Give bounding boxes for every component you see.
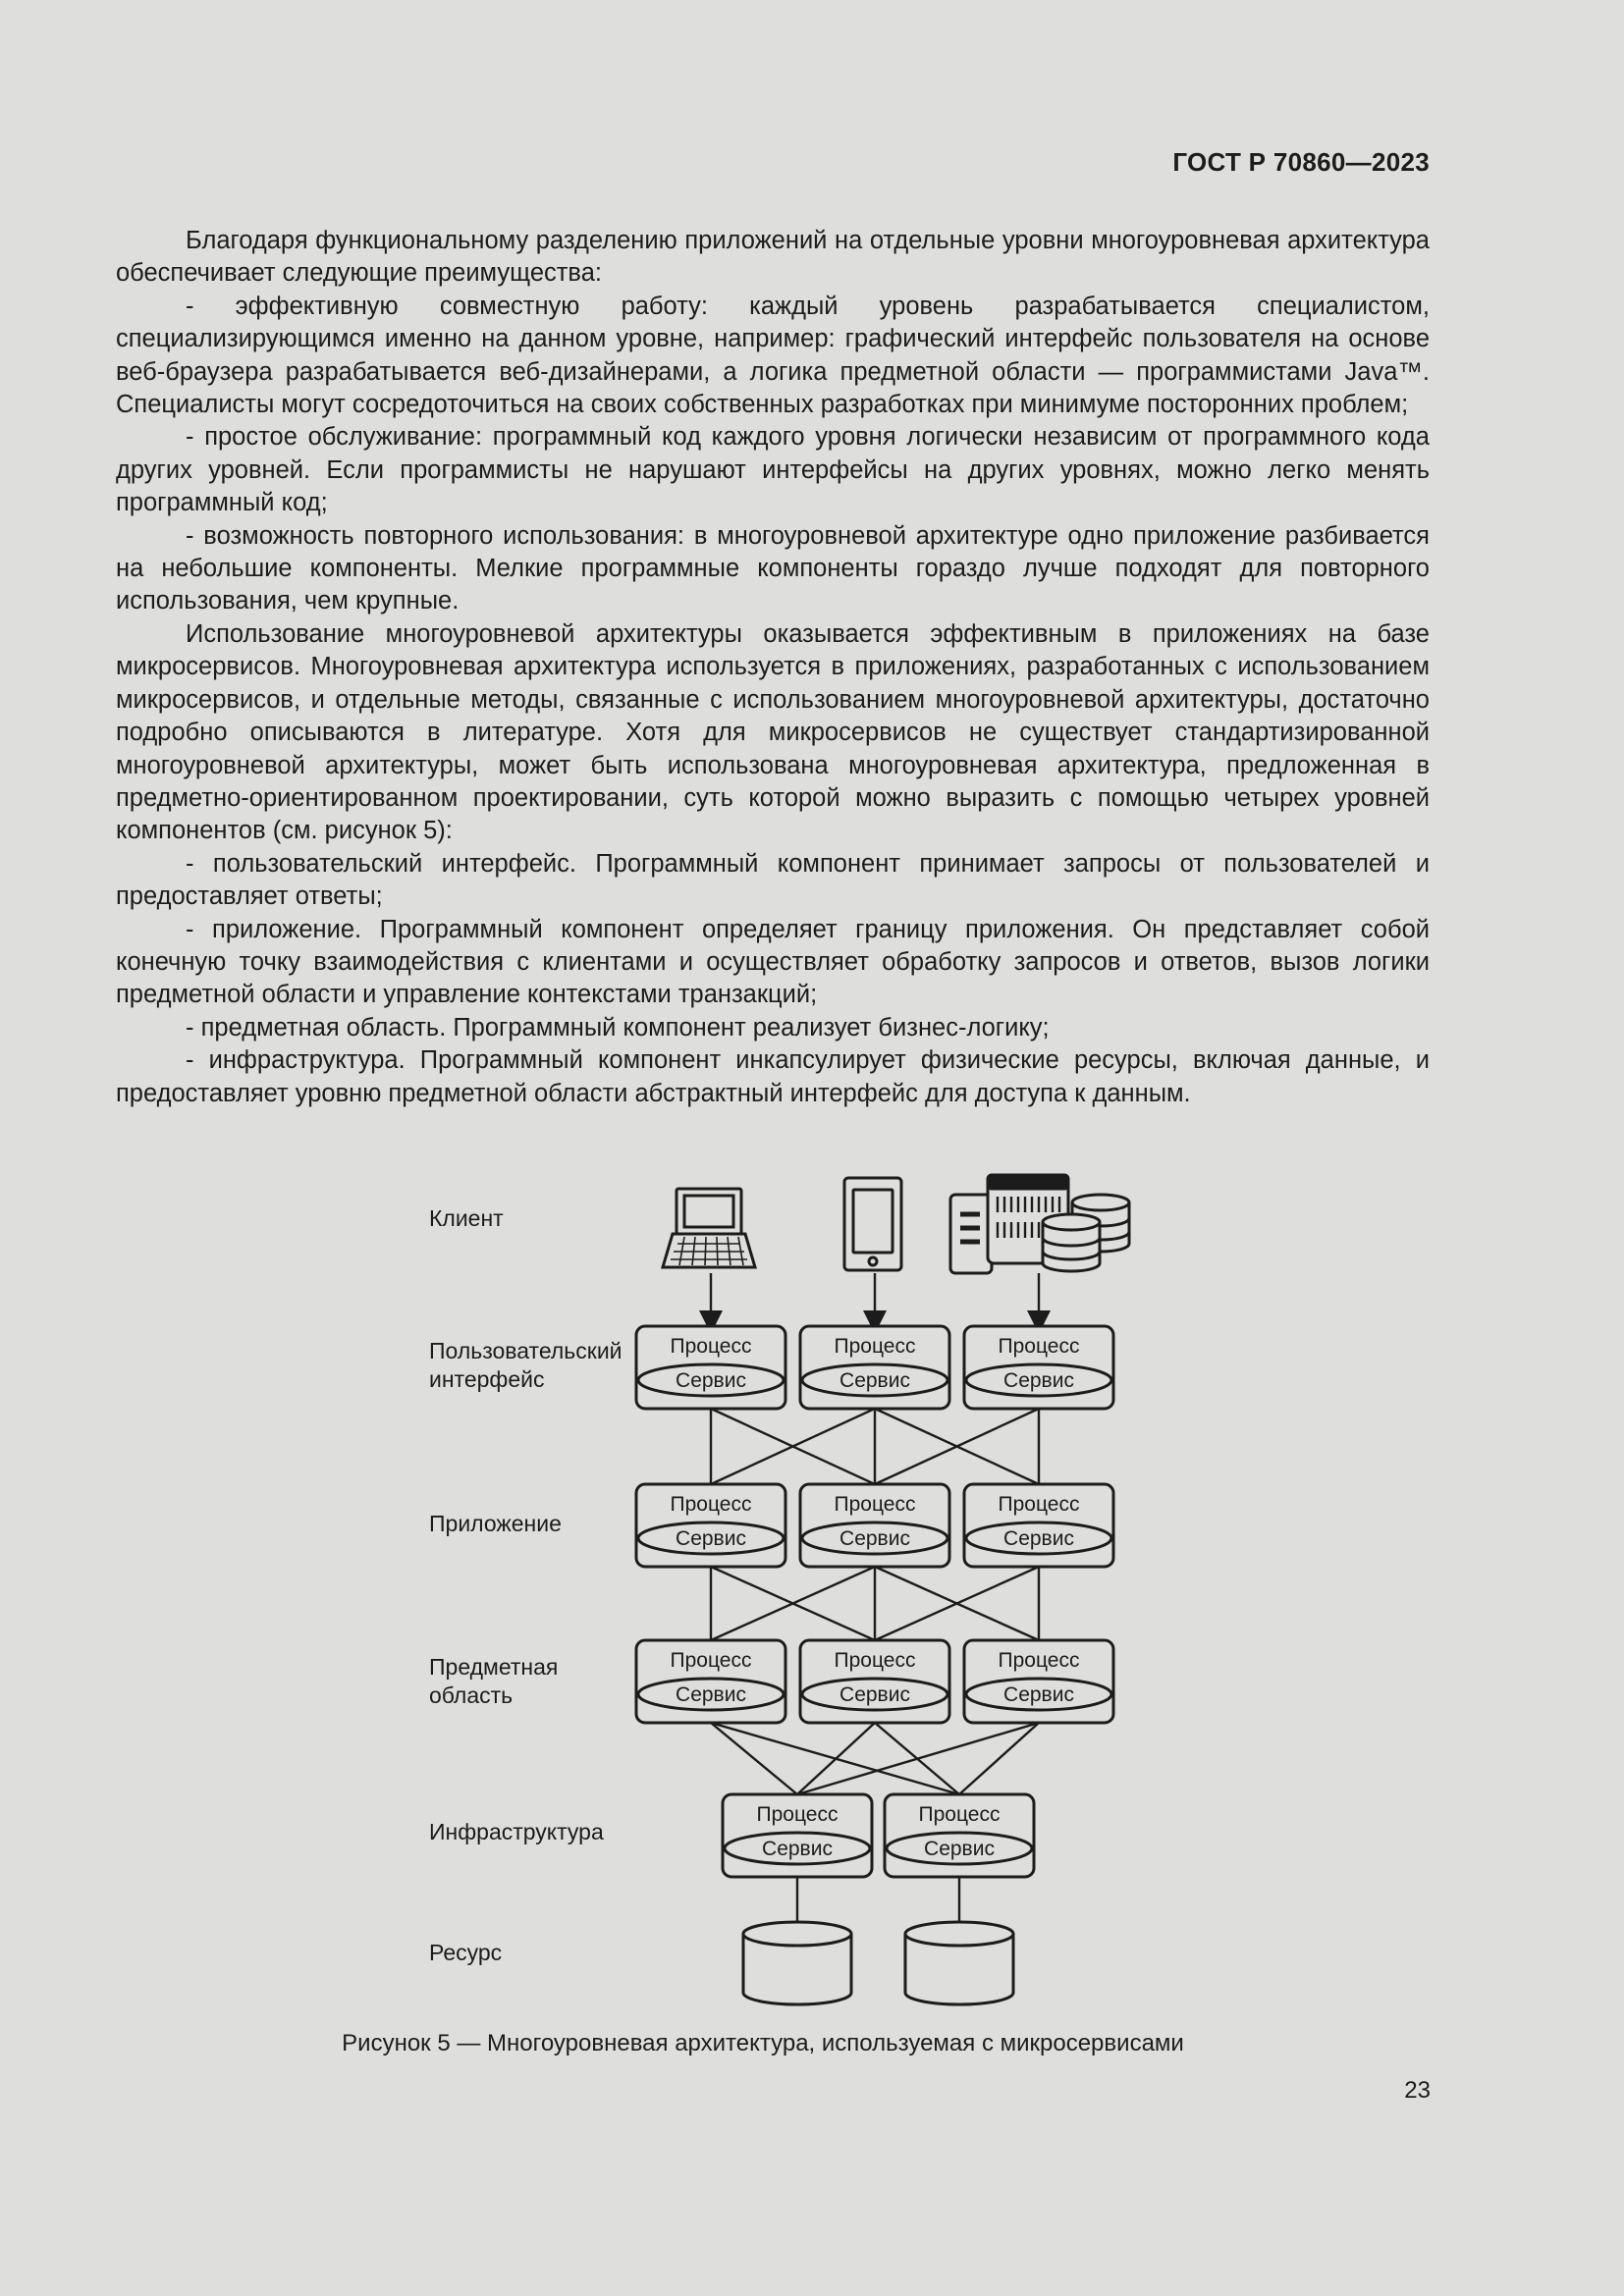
database-icon [743,1922,851,2004]
layer-label-resource: Ресурс [429,1940,503,1965]
process-label: Процесс [834,1335,916,1358]
body-text [116,225,1430,1110]
paragraph: - возможность повторного использования: в многоуровневой архитектуре одно приложение разбивается на небольшие компоненты. Мелкие программные компоненты гораздо лучше подходят для повторного использования, чем крупные. [116,521,1430,615]
service-label: Сервис [839,1369,910,1392]
document-header: ГОСТ Р 70860—2023 [1172,147,1430,177]
paragraph: Благодаря функциональному разделению приложений на отдельные уровни многоуровневая архитектура обеспечивает следующие преимущества: [116,227,1430,288]
paragraph: - пользовательский интерфейс. Программный компонент принимает запросы от пользователей и предоставляет ответы; [116,849,1430,911]
process-label: Процесс [998,1493,1080,1516]
layer-label-application: Приложение [429,1511,562,1536]
paragraph: - приложение. Программный компонент определяет границу приложения. Он представляет собой конечную точку взаимодействия с клиентами и осуществляет обработку запросов и ответов, вызов логики предметной области и управление контекстами транзакций; [116,915,1430,1009]
process-label: Процесс [670,1335,752,1358]
service-label: Сервис [1003,1527,1074,1550]
component-box [964,1326,1113,1409]
page-number: 23 [1404,2077,1431,2104]
paragraph: - эффективную совместную работу: каждый уровень разрабатывается специалистом, специализирующимся именно на данном уровне, например: графический интерфейс пользователя на основе веб-браузера разрабатывается веб-дизайнерами, а логика предметной области — программистами Java™. Специалисты могут сосредоточиться на своих собственных разработках при минимуме посторонних проблем; [116,292,1430,419]
tablet-icon [844,1178,901,1270]
process-label: Процесс [670,1649,752,1672]
laptop-icon [663,1189,755,1267]
component-box [723,1794,872,1877]
process-label: Процесс [756,1803,839,1826]
process-label: Процесс [670,1493,752,1516]
figure-caption: Рисунок 5 — Многоуровневая архитектура, используемая с микросервисами [342,2030,1184,2056]
server-database-icon [950,1175,1129,1273]
paragraph: - инфраструктура. Программный компонент инкапсулирует физические ресурсы, включая данные, и предоставляет уровню предметной области абстрактный интерфейс для доступа к данным. [116,1046,1430,1107]
service-label: Сервис [1003,1683,1074,1706]
layer-label-infrastructure: Инфраструктура [429,1819,604,1844]
service-label: Сервис [676,1527,746,1550]
architecture-diagram [0,1163,1624,2027]
resource-databases [743,1922,1013,2004]
database-icon [905,1922,1013,2004]
component-box [800,1484,949,1567]
process-label: Процесс [998,1335,1080,1358]
component-box [964,1484,1113,1567]
service-label: Сервис [1003,1369,1074,1392]
service-label: Сервис [839,1683,910,1706]
component-box [885,1794,1034,1877]
component-box [636,1484,785,1567]
process-label: Процесс [918,1803,1001,1826]
service-label: Сервис [839,1527,910,1550]
layer-label-client: Клиент [429,1205,504,1231]
service-label: Сервис [676,1683,746,1706]
paragraph: - простое обслуживание: программный код каждого уровня логически независим от программного кода других уровней. Если программисты не нарушают интерфейсы на других уровнях, можно легко менять программный код; [116,423,1430,517]
component-box [964,1640,1113,1723]
paragraph: - предметная область. Программный компонент реализует бизнес-логику; [186,1013,1050,1041]
process-label: Процесс [998,1649,1080,1672]
domain-infra-connector [711,1723,797,1794]
component-box [636,1640,785,1723]
paragraph: Использование многоуровневой архитектуры оказывается эффективным в приложениях на базе микросервисов. Многоуровневая архитектура используется в приложениях, разработанных с использованием микросервисов, и отдельные методы, связанные с использованием многоуровневой архитектуры, достаточно подробно описываются в литературе. Хотя для микросервисов не существует стандартизированной многоуровневой архитектуры, может быть использована многоуровневая архитектура, предложенная в предметно-ориентированном проектировании, суть которой можно выразить с помощью четырех уровней компонентов (см. рисунок 5): [116,619,1430,845]
layer-label-ui: Пользовательский интерфейс [429,1338,623,1392]
process-label: Процесс [834,1493,916,1516]
layer-label-domain: Предметная область [429,1654,559,1708]
figure-5 [0,1163,1624,2027]
service-label: Сервис [762,1838,833,1860]
component-box [800,1640,949,1723]
service-label: Сервис [924,1838,995,1860]
component-box [636,1326,785,1409]
service-label: Сервис [676,1369,746,1392]
process-label: Процесс [834,1649,916,1672]
component-box [800,1326,949,1409]
